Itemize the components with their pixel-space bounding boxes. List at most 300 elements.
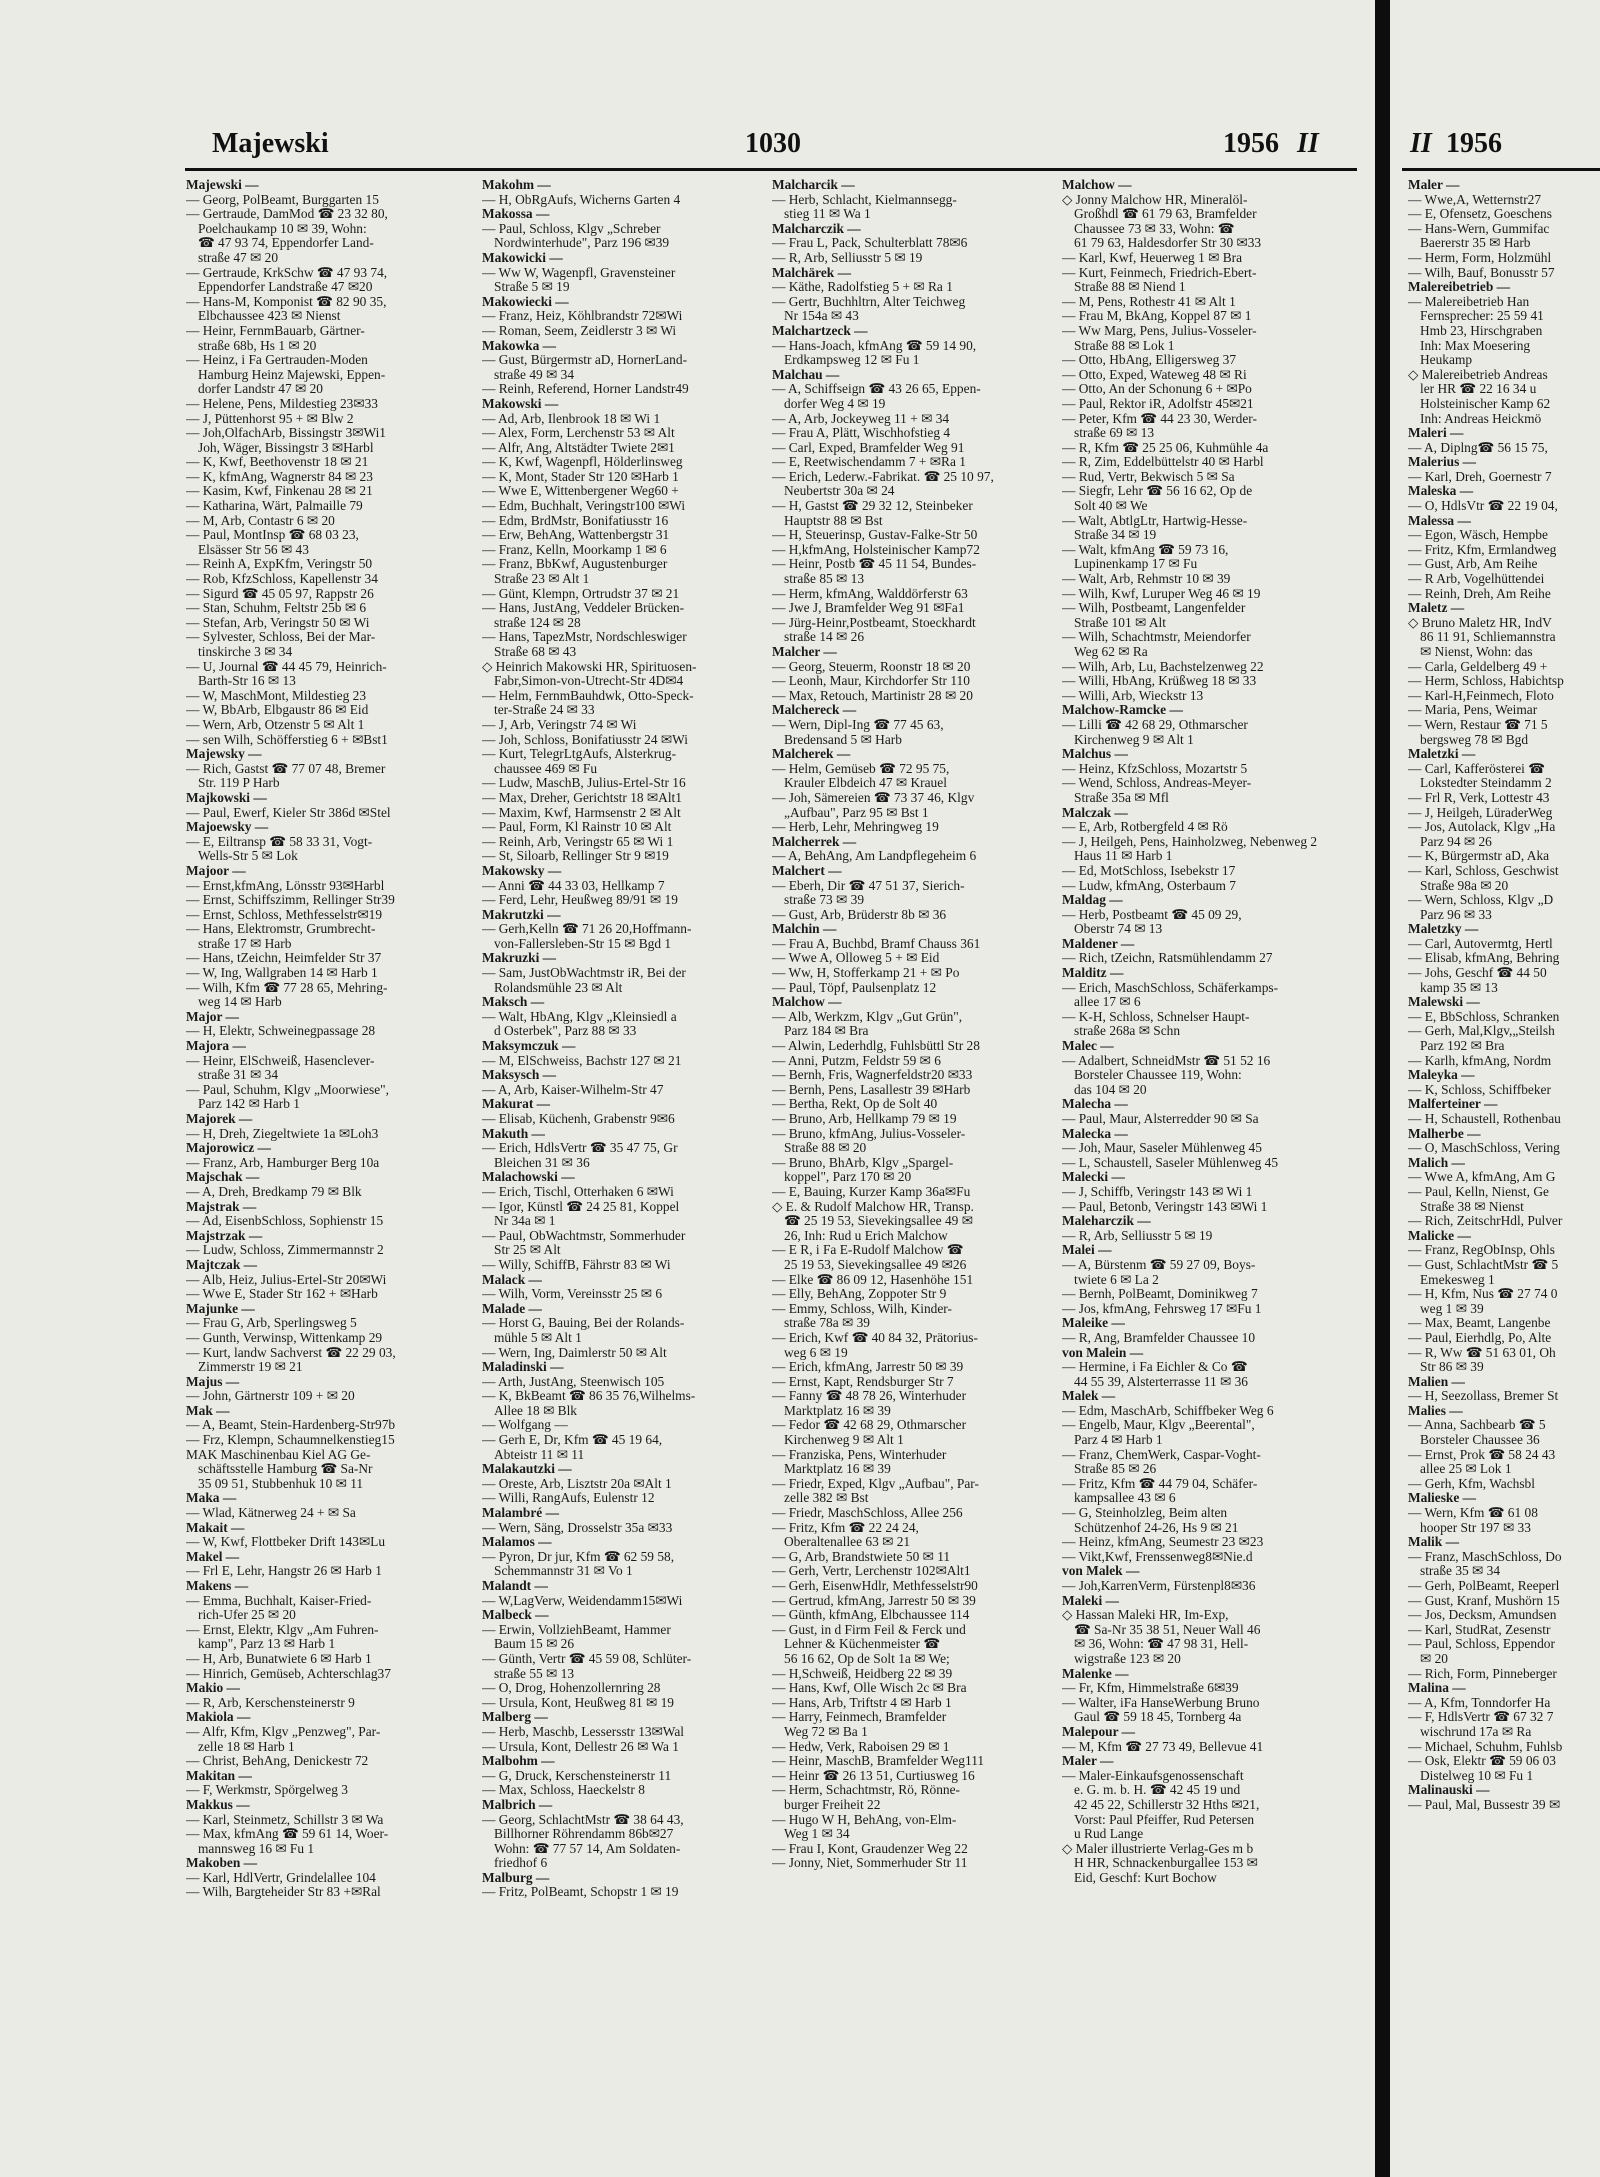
directory-entry-line: ◇ Hassan Maleki HR, Im-Exp,: [1062, 1608, 1229, 1623]
directory-entry-line: — Fritz, Kfm ☎ 22 24 24,: [772, 1520, 919, 1535]
directory-entry-line: Wells-Str 5 ✉ Lok: [198, 849, 298, 864]
directory-entry-line: straße 68b, Hs 1 ✉ 20: [198, 338, 317, 353]
directory-entry-line: — K-H, Schloss, Schnelser Haupt-: [1062, 1009, 1250, 1024]
directory-entry-line: e. G. m. b. H. ☎ 42 45 19 und: [1074, 1783, 1241, 1798]
directory-entry-line: Parz 94 ✉ 26: [1420, 834, 1492, 849]
directory-entry-line: Distelweg 10 ✉ Fu 1: [1420, 1768, 1534, 1783]
surname-heading: Malade —: [482, 1301, 542, 1316]
directory-entry-line: — Elke ☎ 86 09 12, Hasenhöhe 151: [772, 1272, 974, 1287]
directory-entry-line: — Emmy, Schloss, Wilh, Kinder-: [772, 1301, 952, 1316]
directory-entry-line: — Heinr ☎ 26 13 51, Curtiusweg 16: [772, 1768, 975, 1783]
page-number: 1030: [745, 128, 801, 159]
directory-entry-line: — Fritz, Kfm ☎ 44 79 04, Schäfer-: [1062, 1476, 1258, 1491]
surname-heading: Malicke —: [1408, 1228, 1471, 1243]
directory-entry-line: — Frl E, Lehr, Hangstr 26 ✉ Harb 1: [186, 1564, 382, 1579]
directory-entry-line: — John, Gärtnerstr 109 + ✉ 20: [186, 1389, 355, 1404]
directory-entry-line: — Alb, Heiz, Julius-Ertel-Str 20✉Wi: [186, 1272, 387, 1287]
directory-entry-line: — R, Arb, Selliusstr 5 ✉ 19: [772, 250, 923, 265]
directory-entry-line: — H, Elektr, Schweinegpassage 28: [186, 1024, 376, 1039]
directory-entry-line: — Max, Beamt, Langenbe: [1408, 1316, 1551, 1331]
directory-entry-line: weg 14 ✉ Harb: [198, 995, 282, 1010]
directory-entry-line: Parz 96 ✉ 33: [1420, 907, 1492, 922]
directory-entry-line: — Herb, Lehr, Mehringweg 19: [772, 820, 939, 835]
surname-heading: Malchau —: [772, 367, 840, 382]
directory-entry-line: — Reinh A, ExpKfm, Veringstr 50: [186, 557, 373, 572]
directory-entry-line: ✉ 36, Wohn: ☎ 47 98 31, Hell-: [1074, 1637, 1249, 1652]
directory-entry-line: — Georg, SchlachtMstr ☎ 38 64 43,: [482, 1812, 684, 1827]
directory-entry-line: — Franz, RegObInsp, Ohls: [1408, 1243, 1555, 1258]
directory-entry-line: — Wern, Schloss, Klgv „D: [1408, 893, 1554, 908]
directory-entry-line: — Gertrud, kfmAng, Jarrestr 50 ✉ 39: [772, 1593, 976, 1608]
directory-entry-line: — Gust, Arb, Am Reihe: [1408, 557, 1538, 572]
directory-entry-line: — Gerh E, Dr, Kfm ☎ 45 19 64,: [482, 1433, 663, 1448]
directory-entry-line: — Ww, H, Stofferkamp 21 + ✉ Po: [772, 966, 960, 981]
directory-entry-line: weg 1 ✉ 39: [1420, 1301, 1484, 1316]
directory-entry-line: Weg 1 ✉ 34: [784, 1827, 850, 1842]
directory-entry-line: — Franz, ChemWerk, Caspar-Voght-: [1062, 1447, 1261, 1462]
directory-entry-line: — Franz, BbKwf, Augustenburger: [482, 557, 668, 572]
directory-entry-line: — Karl, Schloss, Geschwist: [1408, 863, 1559, 878]
directory-entry-line: — E, Bauing, Kurzer Kamp 36a✉Fu: [772, 1184, 971, 1199]
directory-entry-line: — Joh,OlfachArb, Bissingstr 3✉Wi1: [186, 426, 386, 441]
surname-heading: Malinauski —: [1408, 1783, 1490, 1798]
page2-header-rule: [1402, 168, 1600, 171]
directory-entry-line: — Willi, Arb, Wieckstr 13: [1062, 688, 1204, 703]
column-3: [772, 178, 1052, 1871]
directory-entry-line: — Pyron, Dr jur, Kfm ☎ 62 59 58,: [482, 1549, 675, 1564]
surname-heading: Malecki —: [1062, 1170, 1125, 1185]
directory-entry-line: kamp", Parz 13 ✉ Harb 1: [198, 1637, 336, 1652]
surname-heading: Malenke —: [1062, 1666, 1129, 1681]
surname-heading: Majorek —: [186, 1112, 253, 1126]
directory-entry-line: — Erich, Kwf ☎ 40 84 32, Prätorius-: [772, 1330, 978, 1345]
directory-entry-line: Marktplatz 16 ✉ 39: [784, 1403, 891, 1418]
column-4: [1062, 178, 1352, 1885]
directory-entry-line: Barth-Str 16 ✉ 13: [198, 674, 296, 689]
directory-entry-line: Baum 15 ✉ 26: [494, 1637, 575, 1652]
directory-entry-line: Straße 23 ✉ Alt 1: [494, 572, 590, 587]
directory-entry-line: — A, Dreh, Bredkamp 79 ✉ Blk: [186, 1184, 362, 1199]
directory-entry-line: — Wwe A, Olloweg 5 + ✉ Eid: [772, 951, 940, 966]
directory-entry-line: — Wilh, Arb, Lu, Bachstelzenweg 22: [1062, 659, 1264, 674]
surname-heading: Makowsky —: [482, 863, 562, 878]
directory-entry-line: — Gerh, Kfm, Wachsbl: [1408, 1476, 1535, 1491]
surname-heading: Malewski —: [1408, 995, 1480, 1010]
directory-entry-line: — A, Kfm, Tonndorfer Ha: [1408, 1695, 1551, 1710]
directory-entry-line: Straße 88 ✉ Niend 1: [1074, 280, 1186, 295]
surname-heading: Major —: [186, 1009, 239, 1024]
directory-entry-line: — R, Arb, Selliusstr 5 ✉ 19: [1062, 1228, 1213, 1243]
directory-entry-line: — Karl, StudRat, Zesenstr: [1408, 1622, 1551, 1637]
directory-entry-line: — Rich, Form, Pinneberger: [1408, 1666, 1557, 1681]
directory-entry-line: — R Arb, Vogelhüttendei: [1408, 572, 1545, 587]
directory-entry-line: Wohn: ☎ 77 57 14, Am Soldaten-: [494, 1841, 681, 1856]
surname-heading: Malchin —: [772, 922, 837, 937]
directory-entry-line: Lupinenkamp 17 ✉ Fu: [1074, 557, 1198, 572]
surname-heading: Makowka —: [482, 338, 557, 353]
directory-entry-line: — Heinr, FernmBauarb, Gärtner-: [186, 323, 365, 338]
directory-entry-line: Eppendorfer Landstraße 47 ✉20: [198, 280, 373, 295]
directory-entry-line: — Carl, Exped, Bramfelder Weg 91: [772, 440, 965, 455]
directory-entry-line: ✉ 20: [1420, 1651, 1448, 1666]
directory-entry-line: — Malereibetrieb Han: [1408, 294, 1530, 309]
header-rule: [185, 168, 1357, 171]
surname-heading: Malina —: [1408, 1681, 1466, 1696]
surname-heading: Maler —: [1062, 1754, 1114, 1769]
directory-entry-line: — Herm, kfmAng, Walddörferstr 63: [772, 586, 968, 601]
directory-entry-line: Allee 18 ✉ Blk: [494, 1403, 577, 1418]
directory-entry-line: — Friedr, Exped, Klgv „Aufbau", Par-: [772, 1476, 979, 1491]
directory-entry-line: — Sigurd ☎ 45 05 97, Rappstr 26: [186, 586, 374, 601]
directory-entry-line: — Max, Schloss, Haeckelstr 8: [482, 1783, 645, 1798]
directory-entry-line: — Hans, JustAng, Veddeler Brücken-: [482, 601, 685, 616]
directory-entry-line: — Frau A, Plätt, Wischhofstieg 4: [772, 426, 951, 441]
surname-heading: Malchus —: [1062, 747, 1128, 762]
surname-heading: Malachowski —: [482, 1170, 575, 1185]
directory-entry-line: — Otto, Exped, Wateweg 48 ✉ Ri: [1062, 367, 1247, 382]
directory-entry-line: — Harry, Feinmech, Bramfelder: [772, 1710, 947, 1725]
directory-entry-line: ◇ Malereibetrieb Andreas: [1408, 367, 1548, 382]
directory-entry-line: — Johs, Geschf ☎ 44 50: [1408, 966, 1547, 981]
directory-entry-line: — sen Wilh, Schöfferstieg 6 + ✉Bst1: [186, 732, 388, 747]
directory-entry-line: — Edm, Buchhalt, Veringstr100 ✉Wi: [482, 499, 686, 514]
directory-entry-line: Straße 38 ✉ Nienst: [1420, 1199, 1524, 1214]
directory-entry-line: — A, Arb, Kaiser-Wilhelm-Str 47: [482, 1082, 664, 1097]
directory-entry-line: — Max, kfmAng ☎ 59 61 14, Woer-: [186, 1827, 389, 1842]
directory-entry-line: straße 49 ✉ 34: [494, 367, 575, 382]
directory-entry-line: — Erwin, VollziehBeamt, Hammer: [482, 1622, 671, 1637]
directory-entry-line: ◇ Jonny Malchow HR, Mineralöl-: [1062, 192, 1248, 207]
directory-entry-line: — Heinz, i Fa Gertrauden-Moden: [186, 353, 368, 368]
directory-entry-line: — Frau I, Kont, Graudenzer Weg 22: [772, 1841, 968, 1856]
directory-entry-line: — Carl, Kafferösterei ☎: [1408, 761, 1545, 776]
directory-entry-line: — Günth, Vertr ☎ 45 59 08, Schlüter-: [482, 1651, 692, 1666]
directory-entry-line: — Herb, Maschb, Lessersstr 13✉Wal: [482, 1724, 685, 1739]
directory-entry-line: — Ernst, Kapt, Rendsburger Str 7: [772, 1374, 954, 1389]
directory-entry-line: — Hans, tZeichn, Heimfelder Str 37: [186, 951, 382, 966]
surname-heading: Malessa —: [1408, 513, 1471, 528]
directory-entry-line: — G, Druck, Kerschensteinerstr 11: [482, 1768, 672, 1783]
directory-entry-line: — Wilh, Bauf, Bonusstr 57: [1408, 265, 1555, 280]
directory-entry-line: — Willy, SchiffB, Fährstr 83 ✉ Wi: [482, 1257, 671, 1272]
directory-entry-line: — R, Zim, Eddelbüttelstr 40 ✉ Harbl: [1062, 455, 1264, 470]
directory-entry-line: — Franz, Arb, Hamburger Berg 10a: [186, 1155, 380, 1170]
directory-entry-line: — Stan, Schuhm, Feltstr 25b ✉ 6: [186, 601, 367, 616]
directory-entry-line: — Paul, Eierhdlg, Po, Alte: [1408, 1330, 1552, 1345]
directory-entry-line: — Karl-H,Feinmech, Floto: [1408, 688, 1554, 703]
directory-entry-line: — Wern, Dipl-Ing ☎ 77 45 63,: [772, 717, 944, 732]
page2-volume-marker: II: [1410, 128, 1432, 159]
directory-entry-line: Zimmerstr 19 ✉ 21: [198, 1360, 303, 1375]
directory-entry-line: — Hans, Arb, Triftstr 4 ✉ Harb 1: [772, 1695, 952, 1710]
surname-heading: Malbohm —: [482, 1754, 555, 1769]
directory-entry-line: Heukamp: [1420, 353, 1473, 368]
surname-heading: Malambré —: [482, 1506, 559, 1521]
directory-entry-line: — Joh, Maur, Saseler Mühlenweg 45: [1062, 1141, 1262, 1156]
directory-entry-line: — Günth, kfmAng, Elbchaussee 114: [772, 1608, 970, 1623]
directory-entry-line: — Ernst, Elektr, Klgv „Am Fuhren-: [186, 1622, 379, 1637]
surname-heading: Malchow —: [772, 995, 842, 1010]
directory-entry-line: — M, Pens, Rothestr 41 ✉ Alt 1: [1062, 294, 1236, 309]
directory-entry-line: Straße 88 ✉ 20: [784, 1141, 867, 1156]
directory-entry-line: — Adalbert, SchneidMstr ☎ 51 52 16: [1062, 1053, 1271, 1068]
surname-heading: Malich —: [1408, 1155, 1465, 1170]
surname-heading: Makossa —: [482, 207, 550, 222]
directory-entry-line: 35 09 51, Stubbenhuk 10 ✉ 11: [198, 1476, 364, 1491]
surname-heading: Malchert —: [772, 863, 842, 878]
surname-heading: Malchartzeck —: [772, 323, 868, 338]
directory-entry-line: — M, Arb, Contastr 6 ✉ 20: [186, 513, 335, 528]
directory-entry-line: — Alex, Form, Lerchenstr 53 ✉ Alt: [482, 426, 675, 441]
directory-entry-line: — Heinr, Postb ☎ 45 11 54, Bundes-: [772, 557, 977, 572]
directory-entry-line: — Walter, iFa HanseWerbung Bruno: [1062, 1695, 1260, 1710]
directory-entry-line: Abteistr 11 ✉ 11: [494, 1447, 585, 1462]
directory-entry-line: — Paul, ObWachtmstr, Sommerhuder: [482, 1228, 686, 1243]
surname-heading: Makowicki —: [482, 250, 563, 265]
directory-entry-line: — Michael, Schuhm, Fuhlsb: [1408, 1739, 1563, 1754]
directory-entry-line: MAK Maschinenbau Kiel AG Ge-: [186, 1447, 371, 1462]
directory-entry-line: — Wwe,A, Wetternstr27: [1408, 192, 1542, 207]
surname-heading: Malcharcik —: [772, 178, 855, 192]
directory-entry-line: — Ww W, Wagenpfl, Gravensteiner: [482, 265, 676, 280]
directory-entry-line: — H, Seezollass, Bremer St: [1408, 1389, 1559, 1404]
directory-entry-line: — Anni, Putzm, Feldstr 59 ✉ 6: [772, 1053, 941, 1068]
directory-entry-line: — Hugo W H, BehAng, von-Elm-: [772, 1812, 957, 1827]
surname-heading: Malerius —: [1408, 455, 1477, 470]
directory-entry-line: — Elisab, Küchenh, Grabenstr 9✉6: [482, 1112, 675, 1126]
directory-entry-line: — Ursula, Kont, Dellestr 26 ✉ Wa 1: [482, 1739, 679, 1754]
directory-entry-line: tinskirche 3 ✉ 34: [198, 645, 293, 659]
directory-entry-line: — Käthe, Radolfstieg 5 + ✉ Ra 1: [772, 280, 953, 295]
surname-heading: Malcherek —: [772, 747, 851, 762]
surname-heading: Maleyka —: [1408, 1068, 1475, 1083]
directory-entry-line: — K, Kwf, Beethovenstr 18 ✉ 21: [186, 455, 369, 470]
directory-entry-line: — Carl, Autovermtg, Hertl: [1408, 936, 1553, 951]
directory-entry-line: — Gerh, Mal,Klgv,„Steilsh: [1408, 1024, 1555, 1039]
surname-heading: Makkus —: [186, 1797, 250, 1812]
directory-entry-line: zelle 382 ✉ Bst: [784, 1491, 869, 1506]
directory-entry-line: Str 25 ✉ Alt: [494, 1243, 561, 1258]
directory-entry-line: Chaussee 73 ✉ 33, Wohn: ☎: [1074, 221, 1235, 236]
directory-entry-line: — Hedw, Verk, Raboisen 29 ✉ 1: [772, 1739, 950, 1754]
directory-entry-line: — Otto, An der Schonung 6 + ✉Po: [1062, 382, 1252, 397]
surname-heading: Malecka —: [1062, 1126, 1128, 1141]
directory-entry-line: — Gust, Bürgermstr aD, HornerLand-: [482, 353, 688, 368]
directory-entry-line: Straße 68 ✉ 43: [494, 645, 577, 659]
directory-entry-line: — Roman, Seem, Zeidlerstr 3 ✉ Wi: [482, 323, 677, 338]
surname-heading: Maksysch —: [482, 1068, 557, 1083]
directory-entry-line: — Heinz, KfzSchloss, Mozartstr 5: [1062, 761, 1248, 776]
surname-heading: Malbeck —: [482, 1608, 549, 1623]
directory-entry-line: — K, BkBeamt ☎ 86 35 76,Wilhelms-: [482, 1389, 696, 1404]
directory-entry-line: — E, BbSchloss, Schranken: [1408, 1009, 1560, 1024]
directory-entry-line: — Erich, kfmAng, Jarrestr 50 ✉ 39: [772, 1360, 964, 1375]
surname-heading: Majschak —: [186, 1170, 260, 1185]
directory-entry-line: — Bernh, Pens, Lasallestr 39 ✉Harb: [772, 1082, 971, 1097]
directory-entry-line: — Frau L, Pack, Schulterblatt 78✉6: [772, 236, 968, 251]
surname-heading: Maksch —: [482, 995, 545, 1010]
directory-entry-line: — Gust, Arb, Brüderstr 8b ✉ 36: [772, 907, 947, 922]
directory-entry-line: — Peter, Kfm ☎ 44 23 30, Werder-: [1062, 411, 1257, 426]
directory-entry-line: — Leonh, Maur, Kirchdorfer Str 110: [772, 674, 970, 689]
surname-heading: Malchärek —: [772, 265, 851, 280]
directory-entry-line: — Wilh, Schachtmstr, Meiendorfer: [1062, 630, 1251, 645]
directory-entry-line: — Ernst, Prok ☎ 58 24 43: [1408, 1447, 1556, 1462]
surname-heading: Malereibetrieb —: [1408, 280, 1511, 295]
directory-entry-line: — Paul, Kelln, Nienst, Ge: [1408, 1184, 1549, 1199]
surname-heading: Majstrzak —: [186, 1228, 263, 1243]
directory-entry-line: — J, Püttenhorst 95 + ✉ Blw 2: [186, 411, 354, 426]
directory-entry-line: straße 35 ✉ 34: [1420, 1564, 1501, 1579]
surname-heading: Maleki —: [1062, 1593, 1119, 1608]
directory-entry-line: — Bernh, PolBeamt, Dominikweg 7: [1062, 1287, 1258, 1302]
directory-entry-line: Nr 34a ✉ 1: [494, 1214, 556, 1229]
directory-entry-line: das 104 ✉ 20: [1074, 1082, 1147, 1097]
surname-heading: Malberg —: [482, 1710, 548, 1725]
directory-entry-line: — Lilli ☎ 42 68 29, Othmarscher: [1062, 717, 1248, 732]
directory-entry-line: Kirchenweg 9 ✉ Alt 1: [1074, 732, 1194, 747]
surname-heading: Maleska —: [1408, 484, 1474, 499]
surname-heading: Maleharczik —: [1062, 1214, 1151, 1229]
directory-entry-line: — Paul, Töpf, Paulsenplatz 12: [772, 980, 937, 995]
directory-entry-line: — Gertraude, DamMod ☎ 23 32 80,: [186, 207, 388, 222]
surname-heading: Malburg —: [482, 1870, 550, 1885]
directory-entry-line: u Rud Lange: [1074, 1827, 1144, 1842]
directory-entry-line: — J, Heilgeh, LüraderWeg: [1408, 805, 1553, 820]
directory-entry-line: — A, Schiffseign ☎ 43 26 65, Eppen-: [772, 382, 981, 397]
directory-entry-line: — K, Kwf, Wagenpfl, Hölderlinsweg: [482, 455, 683, 470]
directory-entry-line: — Max, Retouch, Martinistr 28 ✉ 20: [772, 688, 973, 703]
directory-entry-line: — G, Arb, Brandstwiete 50 ✉ 11: [772, 1549, 951, 1564]
directory-entry-line: — Fanny ☎ 48 78 26, Winterhuder: [772, 1389, 967, 1404]
directory-entry-line: — Max, Dreher, Gerichtstr 18 ✉Alt1: [482, 790, 682, 805]
directory-entry-line: — Anna, Sachbearb ☎ 5: [1408, 1418, 1546, 1433]
directory-entry-line: — Hans-Wern, Gummifac: [1408, 221, 1550, 236]
directory-entry-line: chaussee 469 ✉ Fu: [494, 761, 598, 776]
directory-entry-line: — Paul, Betonb, Veringstr 143 ✉Wi 1: [1062, 1199, 1268, 1214]
page-gutter: [1375, 0, 1390, 2177]
surname-heading: Malik —: [1408, 1535, 1459, 1550]
directory-entry-line: — Emma, Buchhalt, Kaiser-Fried-: [186, 1593, 372, 1608]
directory-entry-line: — H, ObRgAufs, Wicherns Garten 4: [482, 192, 681, 207]
directory-entry-line: — Alb, Werkzm, Klgv „Gut Grün",: [772, 1009, 963, 1024]
directory-entry-line: — Gertraude, KrkSchw ☎ 47 93 74,: [186, 265, 388, 280]
directory-entry-line: — Willi, HbAng, Krüßweg 18 ✉ 33: [1062, 674, 1257, 689]
surname-heading: Maldener —: [1062, 936, 1135, 951]
directory-entry-line: — Herb, Postbeamt ☎ 45 09 29,: [1062, 907, 1242, 922]
directory-entry-line: — Karl, HdlVertr, Grindelallee 104: [186, 1870, 376, 1885]
surname-heading: Majoewsky —: [186, 820, 269, 835]
directory-entry-line: Elbchaussee 423 ✉ Nienst: [198, 309, 341, 324]
directory-entry-line: — Hans, Kwf, Olle Wisch 2c ✉ Bra: [772, 1681, 967, 1696]
directory-entry-line: — Sylvester, Schloss, Bei der Mar-: [186, 630, 376, 645]
directory-entry-line: Weg 72 ✉ Ba 1: [784, 1724, 868, 1739]
directory-entry-line: — Erw, BehAng, Wattenbergstr 31: [482, 528, 670, 543]
directory-entry-line: — H, Kfm, Nus ☎ 27 74 0: [1408, 1287, 1558, 1302]
directory-entry-line: Inh: Max Moesering: [1420, 338, 1531, 353]
surname-heading: Malandt —: [482, 1579, 548, 1593]
directory-entry-line: — Karlh, kfmAng, Nordm: [1408, 1053, 1552, 1068]
directory-entry-line: 42 45 22, Schillerstr 32 Hths ✉21,: [1074, 1797, 1260, 1812]
directory-entry-line: straße 47 ✉ 20: [198, 250, 279, 265]
directory-entry-line: bergsweg 78 ✉ Bgd: [1420, 732, 1529, 747]
directory-entry-line: — Ad, Arb, Ilenbrook 18 ✉ Wi 1: [482, 411, 661, 426]
directory-entry-line: — Wern, Arb, Otzenstr 5 ✉ Alt 1: [186, 717, 365, 732]
directory-entry-line: — R, Kfm ☎ 25 25 06, Kuhmühle 4a: [1062, 440, 1269, 455]
directory-entry-line: — Gust, Kranf, Mushörn 15: [1408, 1593, 1560, 1608]
directory-entry-line: — W, Kwf, Flottbeker Drift 143✉Lu: [186, 1535, 386, 1550]
directory-entry-line: — Carla, Geldelberg 49 +: [1408, 659, 1548, 674]
directory-entry-line: Straße 85 ✉ 26: [1074, 1462, 1157, 1477]
directory-entry-line: Nordwinterhude", Parz 196 ✉39: [494, 236, 670, 251]
surname-heading: Majstrak —: [186, 1199, 257, 1214]
directory-entry-line: — Jwe J, Bramfelder Weg 91 ✉Fa1: [772, 601, 965, 616]
directory-entry-line: Parz 184 ✉ Bra: [784, 1024, 869, 1039]
directory-entry-line: — A, Arb, Jockeyweg 11 + ✉ 34: [772, 411, 950, 426]
directory-entry-line: Str. 119 P Harb: [198, 776, 280, 791]
directory-entry-line: — Jonny, Niet, Sommerhuder Str 11: [772, 1856, 968, 1871]
surname-heading: Malcherrek —: [772, 834, 857, 849]
directory-entry-line: — J, Arb, Veringstr 74 ✉ Wi: [482, 717, 637, 732]
directory-entry-line: — R, Ww ☎ 51 63 01, Oh: [1408, 1345, 1556, 1360]
directory-entry-line: Nr 154a ✉ 43: [784, 309, 859, 324]
directory-entry-line: H HR, Schnackenburgallee 153 ✉: [1074, 1856, 1258, 1871]
directory-entry-line: — M, Kfm ☎ 27 73 49, Bellevue 41: [1062, 1739, 1264, 1754]
directory-entry-line: — Wilh, Kfm ☎ 77 28 65, Mehring-: [186, 980, 388, 995]
directory-entry-line: — Wlad, Kätnerweg 24 + ✉ Sa: [186, 1506, 356, 1521]
directory-entry-line: 44 55 39, Alsterterrasse 11 ✉ 36: [1074, 1374, 1248, 1389]
page2-year-label: 1956: [1446, 128, 1502, 159]
directory-entry-line: allee 25 ✉ Lok 1: [1420, 1462, 1512, 1477]
directory-entry-line: — Fritz, PolBeamt, Schopstr 1 ✉ 19: [482, 1885, 679, 1900]
directory-entry-line: — Rich, ZeitschrHdl, Pulver: [1408, 1214, 1563, 1229]
surname-heading: Maldag —: [1062, 893, 1123, 908]
directory-entry-line: — Reinh, Dreh, Am Reihe: [1408, 586, 1551, 601]
directory-entry-line: — H, Steuerinsp, Gustav-Falke-Str 50: [772, 528, 978, 543]
directory-entry-line: — Frau M, BkAng, Koppel 87 ✉ 1: [1062, 309, 1252, 324]
directory-entry-line: — Ferd, Lehr, Heußweg 89/91 ✉ 19: [482, 893, 678, 908]
directory-entry-line: — W, MaschMont, Mildestieg 23: [186, 688, 367, 703]
surname-heading: Malien —: [1408, 1374, 1465, 1389]
directory-entry-line: — Ernst,kfmAng, Lönsstr 93✉Harbl: [186, 878, 385, 893]
directory-entry-line: — Herb, Schlacht, Kielmannsegg-: [772, 192, 957, 207]
directory-entry-line: — Wend, Schloss, Andreas-Meyer-: [1062, 776, 1252, 791]
directory-entry-line: — Gertr, Buchhltrn, Alter Teichweg: [772, 294, 966, 309]
surname-heading: Malchereck —: [772, 703, 857, 718]
surname-heading: Malchow-Ramcke —: [1062, 703, 1183, 718]
directory-entry-line: — Günt, Klempn, Ortrudstr 37 ✉ 21: [482, 586, 680, 601]
directory-entry-line: — H, Dreh, Ziegeltwiete 1a ✉Loh3: [186, 1126, 379, 1141]
directory-entry-line: rich-Ufer 25 ✉ 20: [198, 1608, 296, 1623]
directory-entry-line: straße 55 ✉ 13: [494, 1666, 575, 1681]
directory-entry-line: — Heinr, MaschB, Bramfelder Weg111: [772, 1754, 985, 1769]
directory-entry-line: — J, Heilgeh, Pens, Hainholzweg, Nebenweg 2: [1062, 834, 1318, 849]
surname-heading: Mak —: [186, 1403, 230, 1418]
directory-entry-line: — R, Arb, Kerschensteinerstr 9: [186, 1695, 355, 1710]
directory-entry-line: 61 79 63, Haldesdorfer Str 30 ✉33: [1074, 236, 1262, 251]
directory-entry-line: Lehner & Küchenmeister ☎: [784, 1637, 941, 1652]
directory-entry-line: — Gust, SchlachtMstr ☎ 5: [1408, 1257, 1559, 1272]
directory-entry-line: Schemmannstr 31 ✉ Vo 1: [494, 1564, 633, 1579]
directory-entry-line: — Frau G, Arb, Sperlingsweg 5: [186, 1316, 357, 1331]
surname-heading: Majewski —: [186, 178, 259, 192]
directory-entry-line: — Helene, Pens, Mildestieg 23✉33: [186, 396, 378, 411]
year-label: 1956: [1223, 128, 1279, 159]
volume-marker: II: [1297, 128, 1319, 159]
directory-entry-line: Straße 34 ✉ 19: [1074, 528, 1157, 543]
directory-entry-line: — Paul, MontInsp ☎ 68 03 23,: [186, 528, 359, 543]
directory-entry-line: — Fritz, Kfm, Ermlandweg: [1408, 542, 1557, 557]
